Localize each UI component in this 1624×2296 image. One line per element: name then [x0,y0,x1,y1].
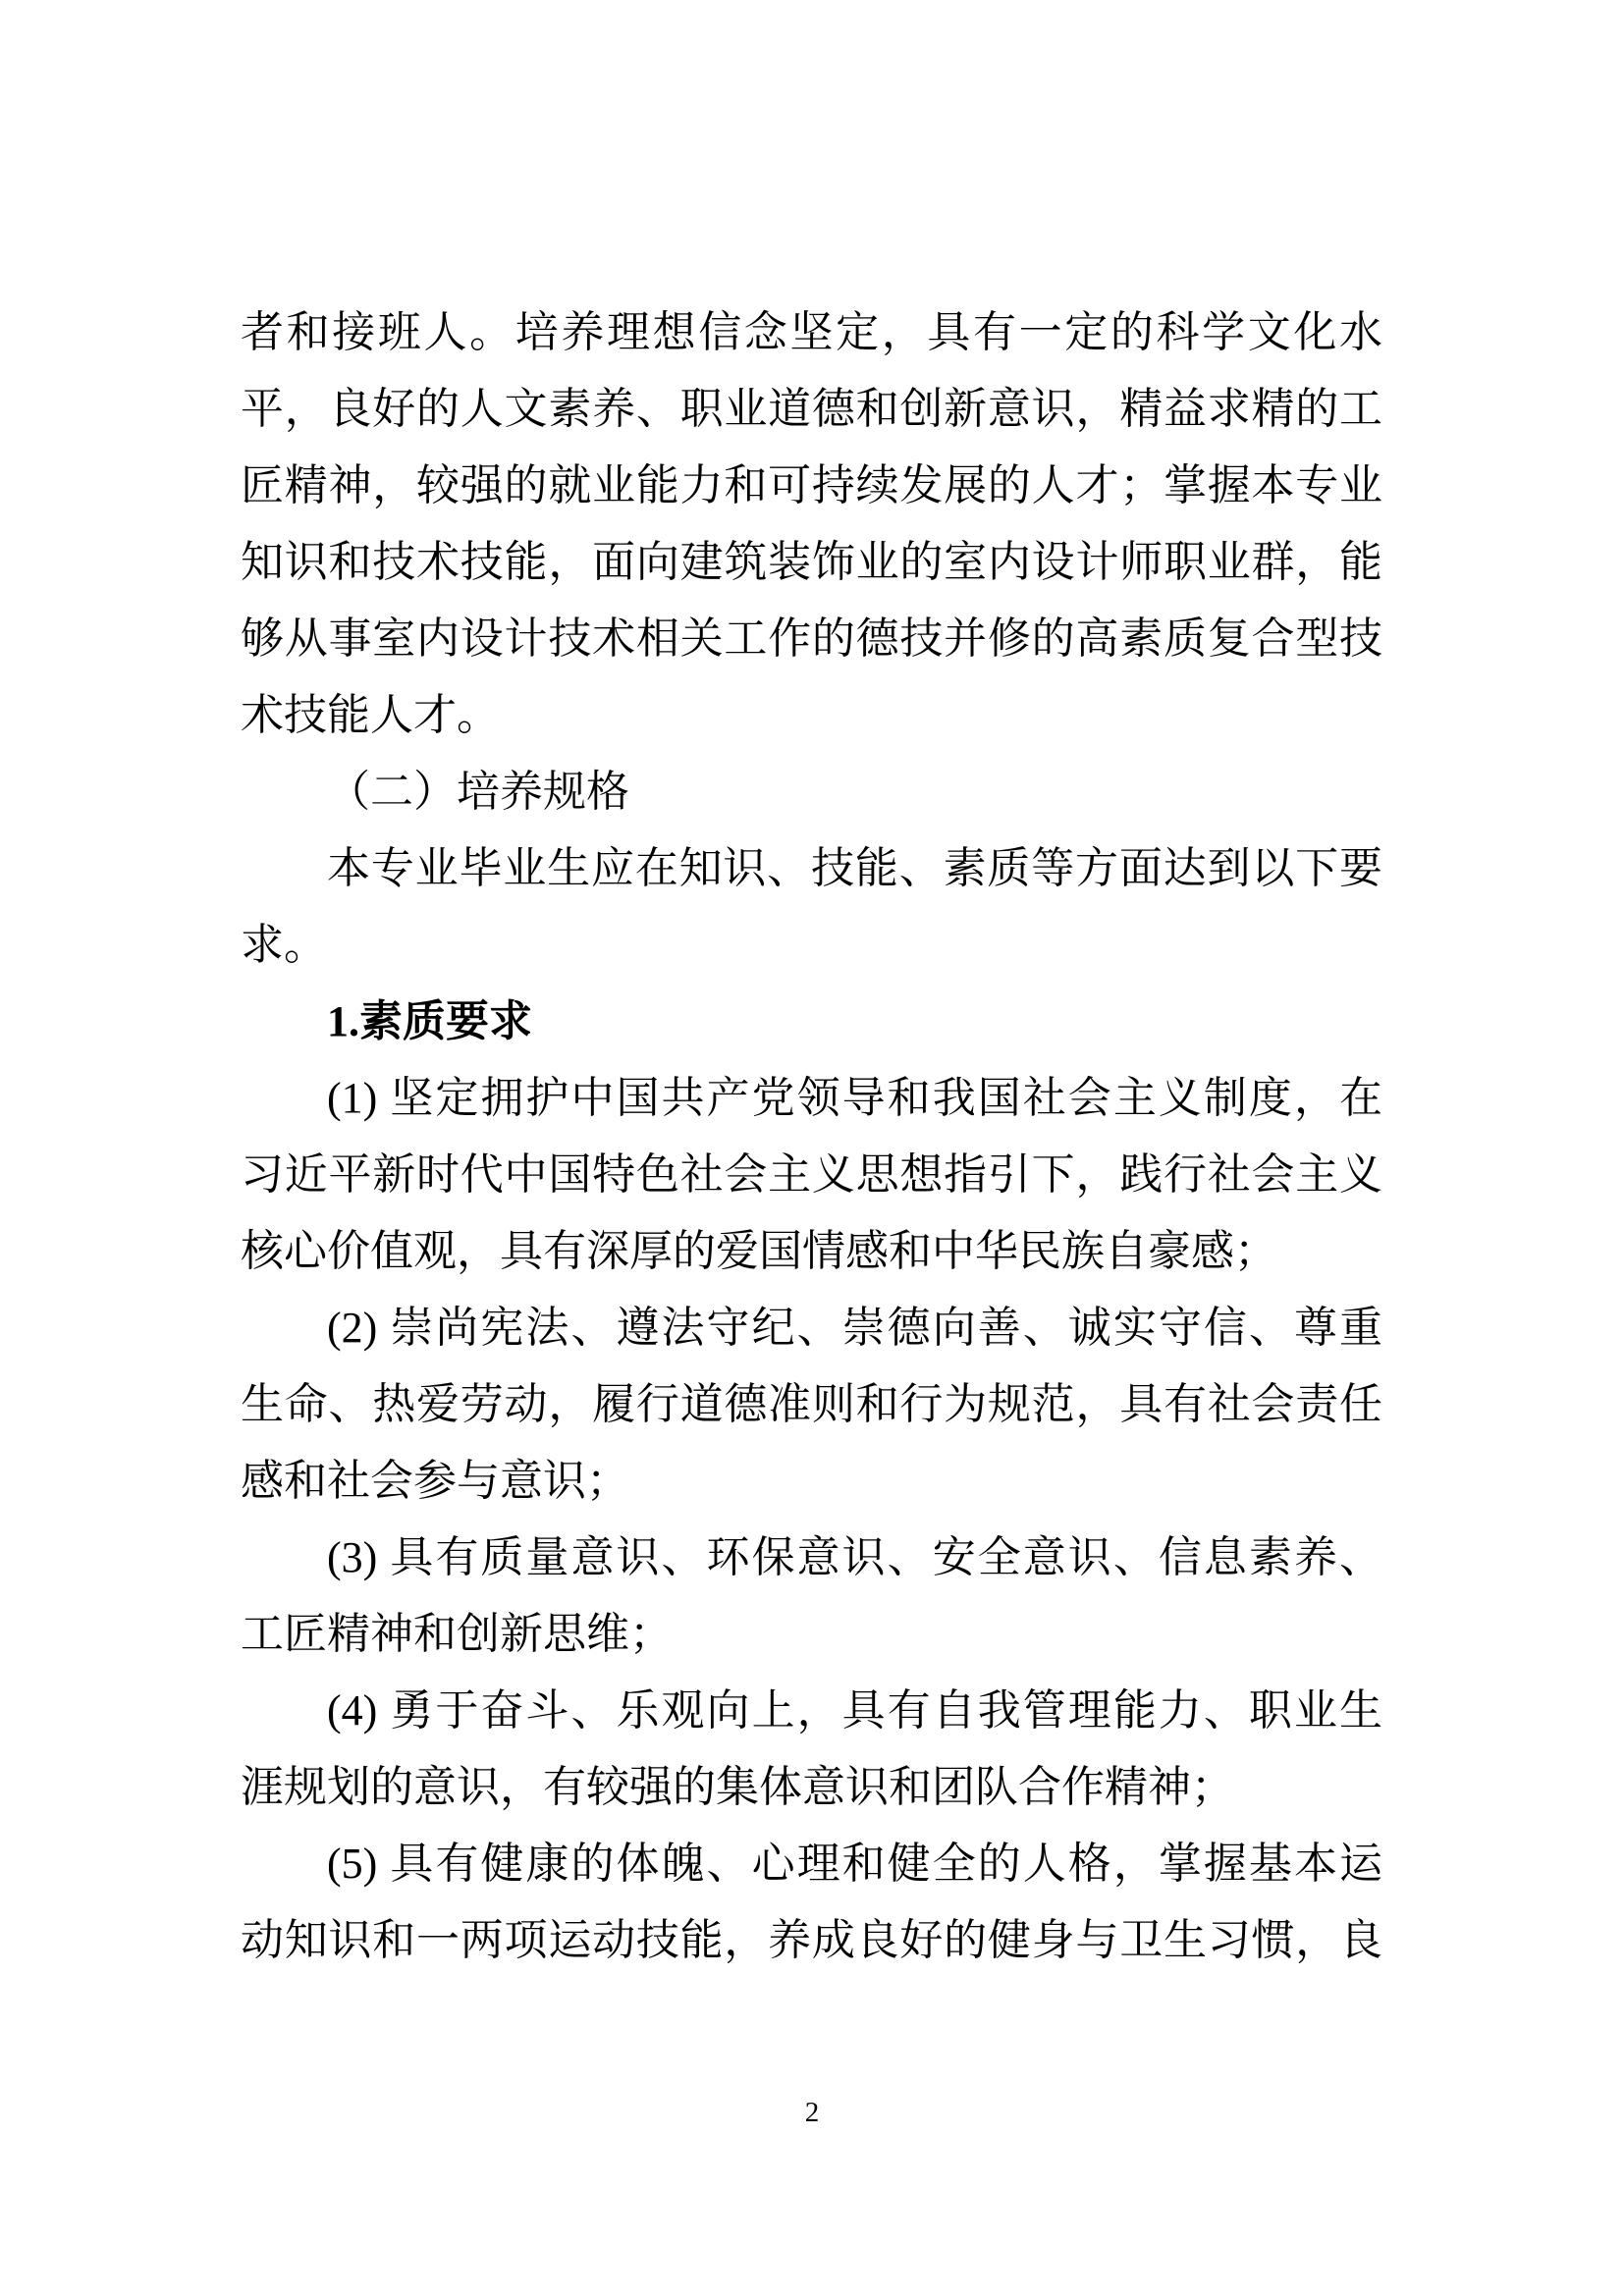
paragraph-body-continuation [241,294,1382,754]
text-line: 涯规划的意识，有较强的集体意识和团队合作精神； [241,1763,1234,1811]
text-line: 工匠精神和创新思维； [241,1610,673,1658]
paragraph-body [241,1673,1382,1826]
text-line: (4) 勇于奋斗、乐观向上，具有自我管理能力、职业生 [327,1686,1382,1735]
paragraph-body [241,1290,1382,1520]
text-line: （二）培养规格 [327,768,629,816]
text-line: 本专业毕业生应在知识、技能、素质等方面达到以下要 [327,844,1382,892]
text-line: 核心价值观，具有深厚的爱国情感和中华民族自豪感； [241,1227,1277,1275]
page-footer [0,2095,1624,2130]
text-line: (1) 坚定拥护中国共产党领导和我国社会主义制度，在 [327,1074,1382,1122]
paragraph-body [241,830,1382,984]
paragraph-section-heading [241,754,1382,830]
paragraph-body [241,1520,1382,1673]
text-line: (5) 具有健康的体魄、心理和健全的人格，掌握基本运 [327,1840,1382,1888]
text-line: (3) 具有质量意识、环保意识、安全意识、信息素养、 [327,1533,1382,1581]
paragraph-body [241,1060,1382,1290]
text-line: 生命、热爱劳动，履行道德准则和行为规范，具有社会责任 [241,1380,1382,1428]
text-block [241,294,1382,1979]
text-line: 者和接班人。培养理想信念坚定，具有一定的科学文化水 [241,308,1382,356]
text-line: 求。 [241,921,327,969]
text-line: 动知识和一两项运动技能，养成良好的健身与卫生习惯，良 [241,1916,1382,1964]
text-line: 够从事室内设计技术相关工作的德技并修的高素质复合型技 [241,614,1382,663]
text-line: 1.素质要求 [327,997,532,1045]
text-line: (2) 崇尚宪法、遵法守纪、崇德向善、诚实守信、尊重 [327,1304,1382,1352]
text-line: 知识和技术技能，面向建筑装饰业的室内设计师职业群，能 [241,538,1382,586]
paragraph-sub-heading [241,984,1382,1060]
text-line: 习近平新时代中国特色社会主义思想指引下，践行社会主义 [241,1150,1382,1199]
text-line: 平，良好的人文素养、职业道德和创新意识，精益求精的工 [241,385,1382,433]
text-line: 匠精神，较强的就业能力和可持续发展的人才；掌握本专业 [241,461,1382,509]
paragraph-body [241,1826,1382,1979]
text-line: 术技能人才。 [241,691,500,739]
page-number: 2 [804,2097,820,2128]
text-line: 感和社会参与意识； [241,1457,629,1505]
